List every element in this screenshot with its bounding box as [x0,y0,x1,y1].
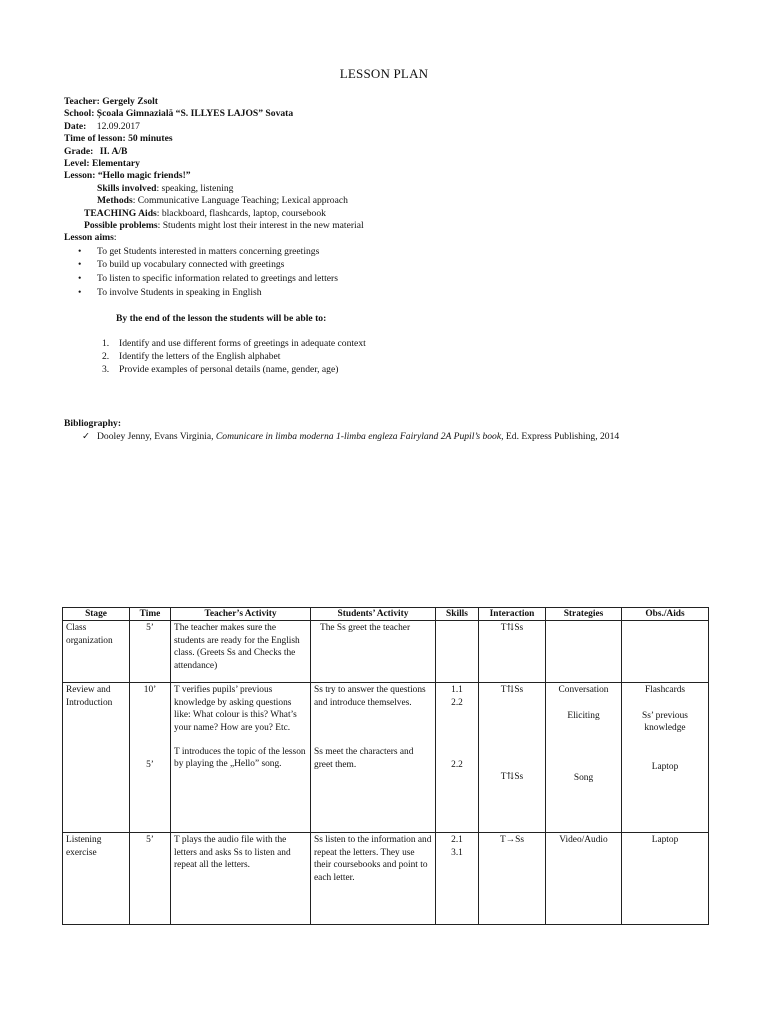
aids-value: Flashcards [644,685,686,696]
time-value: 10’ [143,685,157,696]
skills-value: 2.2 [451,697,463,708]
strategies-value: Conversation [558,685,609,696]
aim-text: To listen to specific information related to greetings and letters [97,273,338,285]
skills-cell [436,683,479,833]
bib-authors: Dooley Jenny, Evans Virginia, [97,431,216,442]
bib-publisher: Ed. Express Publishing, 2014 [503,431,620,442]
lesson-header [64,96,364,299]
list-item [64,286,364,300]
strategies-cell [546,621,622,683]
aims-list [64,245,364,299]
strategies-value: Song [573,773,594,784]
aim-text: To involve Students in speaking in English [97,286,262,298]
list-item [64,245,364,259]
objective-number: 2. [102,351,110,362]
teacher-line [64,96,364,108]
aims-line [64,232,364,244]
aids-cell: Laptop [622,833,709,925]
lesson-label: Lesson: [64,170,96,182]
students-activity-text: The Ss greet the teacher [320,623,411,634]
aims-label: Lesson aims [64,232,114,244]
aids-line [64,208,364,220]
skills-cell [436,621,479,683]
objective-text: Provide examples of personal details (name, gender, age) [119,364,339,375]
teacher-activity-cell: The teacher makes sure the students are ready for the English class. (Greets Ss and Checks the attendance) [171,621,311,683]
aids-cell [622,683,709,833]
interaction-cell: T⇅Ss [479,621,546,683]
header-interaction: Interaction [479,608,546,621]
aids-value: Ss’ previous knowledge [642,710,688,734]
date-value: 12.09.2017 [96,120,140,132]
header-time: Time [130,608,171,621]
objective-text: Identify and use different forms of greetings in adequate context [119,338,366,349]
date-line [64,121,364,133]
level-value: Elementary [91,158,140,170]
bullet-icon: • [78,286,82,298]
table-row [63,683,709,833]
problems-label: Possible problems [84,220,158,232]
lesson-line [64,170,364,182]
activity-table [62,607,709,925]
methods-label: Methods [97,195,133,207]
list-item [64,272,364,286]
grade-value: II. A/B [99,145,128,157]
table-row [63,833,709,925]
table-header-row [63,608,709,621]
students-activity-cell [311,683,436,833]
skills-cell [436,833,479,925]
header-aids: Obs./Aids [622,608,709,621]
checkmark-icon: ✓ [82,431,91,442]
header-skills: Skills [436,608,479,621]
skills-value: : speaking, listening [156,182,234,194]
aim-text: To get Students interested in matters concerning greetings [97,245,320,257]
aim-text: To build up vocabulary connected with greetings [97,259,285,271]
aids-label: TEACHING Aids [84,207,157,219]
aids-value: : blackboard, flashcards, laptop, coursebook [156,207,326,219]
list-item [64,258,364,272]
bullet-icon: • [78,273,82,285]
bib-book: Comunicare in limba moderna 1-limba engleza Fairyland 2A Pupil’s book, [215,431,504,442]
school-value: Școala Gimnazială “S. ILLYES LAJOS” Sovata [96,108,294,120]
time-line [64,133,364,145]
interaction-cell [479,683,546,833]
date-label: Date: [64,120,87,132]
students-activity-text: Ss try to answer the questions and introduce themselves. [314,685,426,708]
grade-line [64,146,364,158]
aids-value: Laptop [651,761,679,772]
skills-value: 2.1 [451,835,463,846]
skills-label: Skills involved [97,182,157,194]
skills-line [64,183,364,195]
interaction-value: T⇅Ss [500,771,524,782]
teacher-activity-cell [171,683,311,833]
problems-value: : Students might lost their interest in the new material [157,220,364,232]
time-label: Time of lesson: [64,133,126,145]
bullet-icon: • [78,259,82,271]
students-activity-cell: Ss listen to the information and repeat the letters. They use their coursebooks and point to each letter. [311,833,436,925]
strategies-cell: Video/Audio [546,833,622,925]
objective-text: Identify the letters of the English alphabet [119,351,281,362]
header-strategies: Strategies [546,608,622,621]
stage-cell: Review and Introduction [63,683,130,833]
header-teacher-activity: Teacher’s Activity [171,608,311,621]
time-cell [130,683,171,833]
time-cell: 5’ [130,621,171,683]
grade-label: Grade: [64,145,94,157]
aims-colon: : [113,232,117,244]
list-item [102,337,366,350]
table-row [63,621,709,683]
methods-line [64,195,364,207]
header-stage: Stage [63,608,130,621]
teacher-activity-cell: T plays the audio file with the letters and asks Ss to listen and repeat all the letters. [171,833,311,925]
students-activity-text: Ss meet the characters and greet them. [314,747,414,770]
strategies-cell [546,683,622,833]
level-line [64,158,364,170]
skills-value: 3.1 [451,847,463,858]
objectives-list [102,337,366,376]
bibliography-heading: Bibliography: [64,418,122,429]
problems-line [64,220,364,232]
aids-cell [622,621,709,683]
school-line [64,108,364,120]
students-activity-cell [311,621,436,683]
interaction-cell: T→Ss [479,833,546,925]
level-label: Level: [64,158,90,170]
interaction-value: T⇅Ss [500,685,524,696]
stage-cell: Class organization [63,621,130,683]
objective-number: 3. [102,364,110,375]
list-item [102,350,366,363]
strategies-value: Eliciting [567,710,600,721]
lesson-value: “Hello magic friends!” [97,170,191,182]
teacher-label: Teacher: [64,96,100,107]
skills-value: 1.1 [451,685,463,696]
page-title: LESSON PLAN [339,66,429,81]
school-label: School: [64,108,95,120]
bibliography-entry [82,431,619,442]
teacher-activity-text: T introduces the topic of the lesson by playing the „Hello” song. [174,747,306,770]
time-value: 5’ [146,759,154,770]
time-cell: 5’ [130,833,171,925]
objective-number: 1. [102,338,110,349]
teacher-value: Gergely Zsolt [102,96,158,107]
stage-cell: Listening exercise [63,833,130,925]
header-students-activity: Students’ Activity [311,608,436,621]
skills-value: 2.2 [451,760,463,771]
bullet-icon: • [78,245,82,257]
list-item [102,363,366,376]
methods-value: : Communicative Language Teaching; Lexical approach [132,195,348,207]
teacher-activity-text: T verifies pupils’ previous knowledge by asking questions like: What colour is this? What’s your name? How are you? Etc. [174,685,297,733]
time-value: 50 minutes [128,133,173,145]
objectives-heading: By the end of the lesson the students will be able to: [116,313,327,324]
